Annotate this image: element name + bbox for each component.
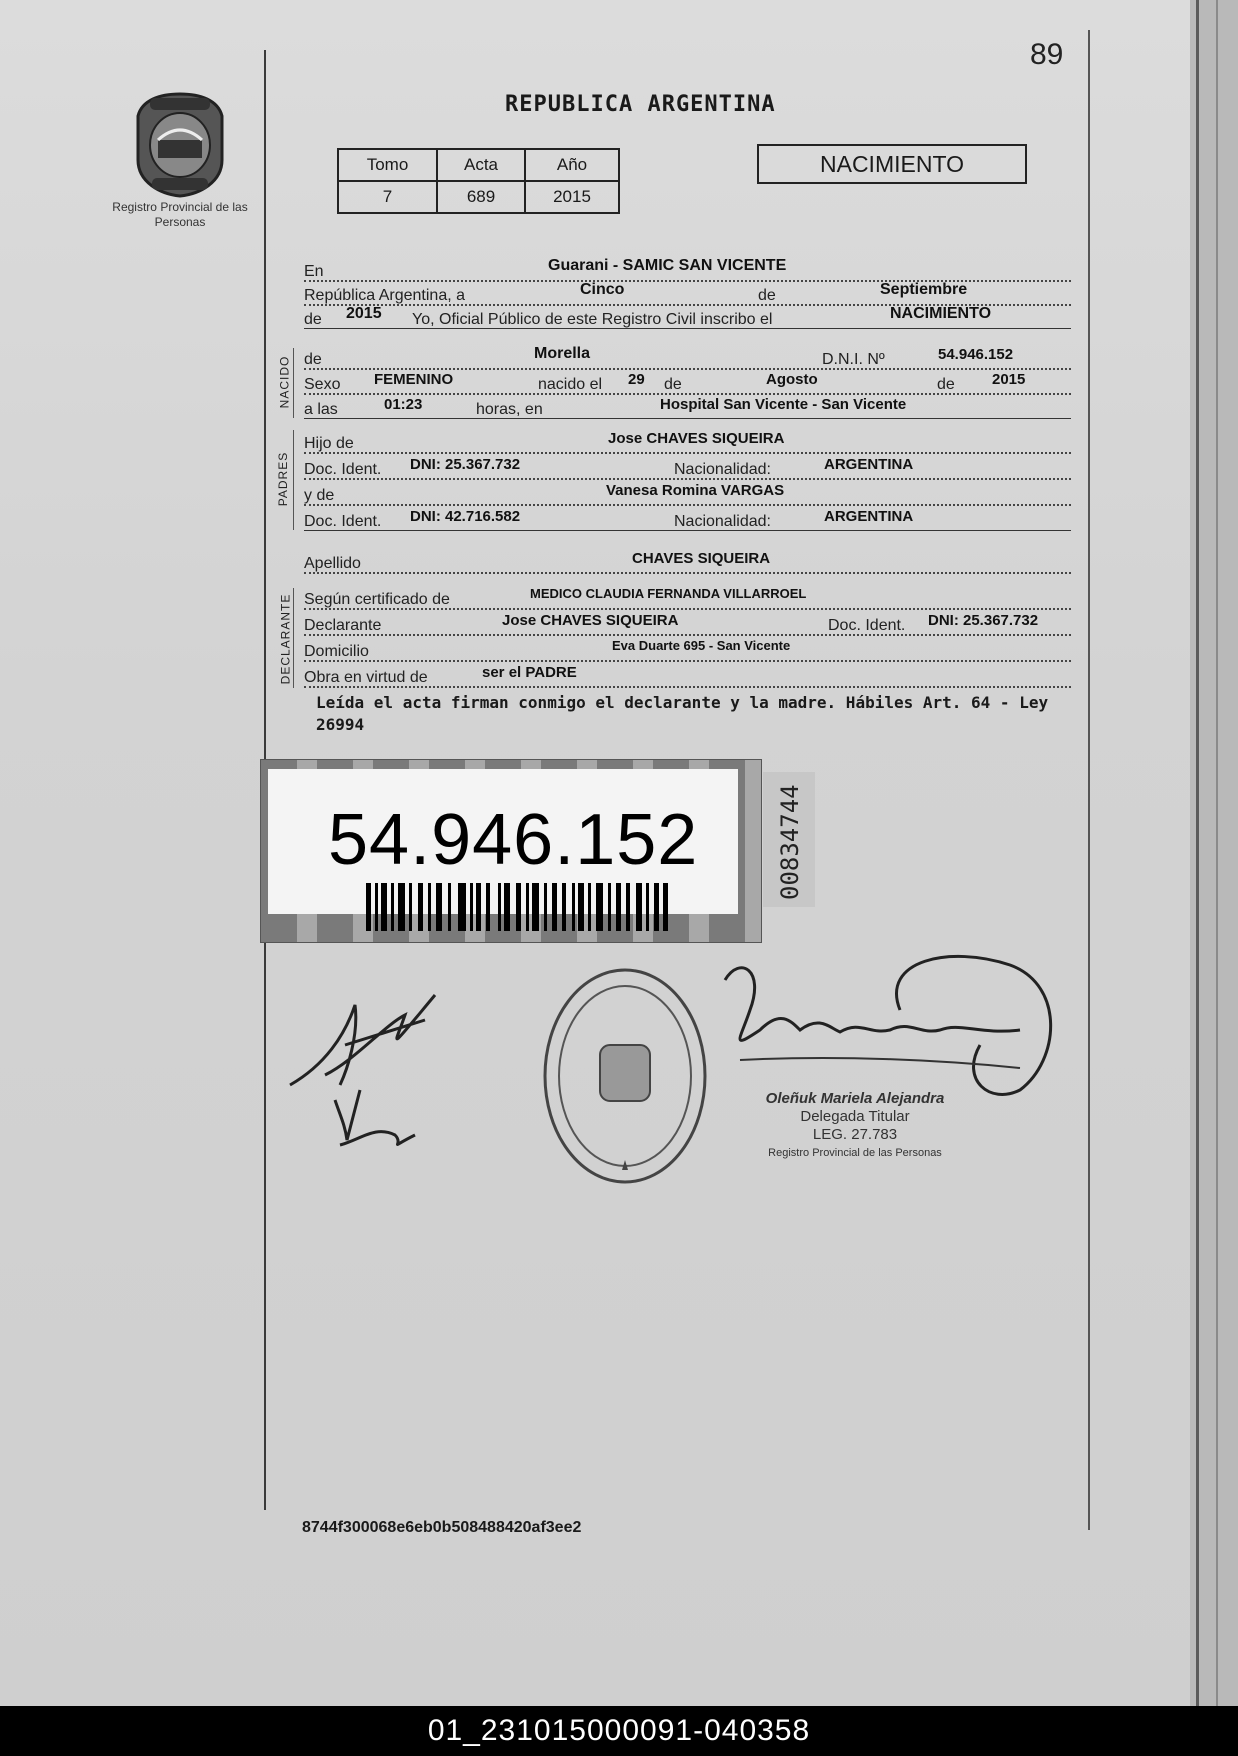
row-lugar — [304, 257, 1071, 282]
table-value-tomo: 7 — [338, 181, 437, 213]
section-line-padres — [293, 430, 294, 530]
table-value-acta: 689 — [437, 181, 525, 213]
value-anio-nac: 2015 — [992, 371, 1026, 388]
row-sexo — [304, 373, 1071, 395]
official-role: Delegada Titular — [800, 1108, 910, 1125]
value-lugar-nac: Hospital San Vicente - San Vicente — [660, 396, 907, 413]
row-inscripcion — [304, 305, 1071, 329]
label-de-nombre: de — [304, 351, 322, 368]
value-padre-nac: ARGENTINA — [824, 456, 914, 473]
section-label-padres: PADRES — [276, 451, 291, 507]
row-madre — [304, 484, 1071, 506]
signature-official-icon — [720, 950, 1065, 1100]
label-hijo-de: Hijo de — [304, 435, 354, 452]
value-anio: 2015 — [346, 305, 382, 322]
value-obra: ser el PADRE — [482, 664, 577, 681]
label-obra: Obra en virtud de — [304, 669, 428, 686]
official-signature-block — [740, 1090, 970, 1162]
registry-stamp-icon — [540, 965, 710, 1187]
row-hora — [304, 398, 1071, 419]
table-header-tomo: Tomo — [338, 149, 437, 181]
section-label-declarante: DECLARANTE — [278, 593, 293, 685]
page-number: 89 — [1030, 38, 1064, 71]
label-de-year2: de — [937, 376, 955, 393]
label-doc-ident: Doc. Ident. — [304, 461, 382, 478]
value-mes: Septiembre — [880, 281, 968, 298]
table-value-anio: 2015 — [525, 181, 619, 213]
official-name: Oleñuk Mariela Alejandra — [765, 1090, 945, 1107]
label-oficial: Yo, Oficial Público de este Registro Civil inscribo el — [412, 311, 773, 328]
value-mes-nac: Agosto — [766, 371, 818, 388]
value-dia-letras: Cinco — [580, 281, 625, 298]
section-label-nacido: NACIDO — [277, 355, 292, 409]
official-registry: Registro Provincial de las Personas — [768, 1147, 942, 1159]
row-nombre — [304, 345, 1071, 370]
barcode-icon — [366, 883, 668, 931]
label-apellido: Apellido — [304, 555, 361, 572]
label-de-year: de — [304, 311, 322, 328]
row-padre — [304, 432, 1071, 454]
value-dni: 54.946.152 — [938, 346, 1014, 363]
label-doc-ident2: Doc. Ident. — [304, 513, 382, 530]
value-sexo: FEMENINO — [374, 371, 454, 388]
footer-code: 01_231015000091-040358 — [0, 1706, 1238, 1756]
value-lugar: Guarani - SAMIC SAN VICENTE — [548, 257, 787, 274]
value-madre: Vanesa Romina VARGAS — [606, 482, 785, 499]
legal-note: Leída el acta firman conmigo el declarante y la madre. Hábiles Art. 64 - Ley 26994 — [316, 693, 1049, 734]
label-y-de: y de — [304, 487, 335, 504]
label-de-mes: de — [758, 287, 776, 304]
label-nacido-el: nacido el — [538, 376, 603, 393]
value-padre-doc: DNI: 25.367.732 — [410, 456, 521, 473]
value-domicilio: Eva Duarte 695 - San Vicente — [612, 638, 791, 653]
sticker-label — [268, 769, 738, 914]
value-apellido: CHAVES SIQUEIRA — [632, 550, 771, 567]
value-madre-nac: ARGENTINA — [824, 508, 914, 525]
value-padre: Jose CHAVES SIQUEIRA — [608, 430, 785, 447]
label-domicilio: Domicilio — [304, 643, 369, 660]
row-fecha — [304, 281, 1071, 306]
label-dni: D.N.I. Nº — [822, 351, 885, 368]
label-doc-ident3: Doc. Ident. — [828, 617, 906, 634]
label-horas-en: horas, en — [476, 401, 543, 418]
hash-code: 8744f300068e6eb0b508488420af3ee2 — [302, 1519, 582, 1536]
label-segun-certificado: Según certificado de — [304, 591, 450, 608]
signature-declarante-icon — [285, 975, 455, 1155]
official-leg: LEG. 27.783 — [812, 1126, 898, 1143]
row-certificado — [304, 588, 1071, 610]
label-nacionalidad: Nacionalidad: — [674, 461, 771, 478]
row-madre-doc — [304, 510, 1071, 531]
row-padre-doc — [304, 458, 1071, 480]
value-nombre: Morella — [534, 345, 591, 362]
row-apellido — [304, 552, 1071, 574]
table-header-acta: Acta — [437, 149, 525, 181]
value-declarante-doc: DNI: 25.367.732 — [928, 612, 1039, 629]
value-madre-doc: DNI: 42.716.582 — [410, 508, 521, 525]
label-declarante: Declarante — [304, 617, 382, 634]
value-dia-nac: 29 — [628, 371, 645, 388]
value-certificado: MEDICO CLAUDIA FERNANDA VILLARROEL — [530, 586, 807, 601]
label-nacionalidad2: Nacionalidad: — [674, 513, 771, 530]
label-de-mes2: de — [664, 376, 682, 393]
label-a-las: a las — [304, 401, 338, 418]
sticker-serial: 00834744 — [776, 784, 804, 900]
value-tipo: NACIMIENTO — [890, 305, 992, 322]
document-title: REPUBLICA ARGENTINA — [505, 92, 776, 117]
label-sexo: Sexo — [304, 376, 341, 393]
record-table — [337, 148, 620, 214]
row-declarante — [304, 614, 1071, 636]
provincial-seal-icon — [130, 90, 230, 200]
row-domicilio — [304, 640, 1071, 662]
registry-label: Registro Provincial de las Personas — [112, 200, 248, 229]
right-margin-line — [1088, 30, 1090, 1530]
table-header-anio: Año — [525, 149, 619, 181]
value-hora: 01:23 — [384, 396, 423, 413]
dni-sticker — [260, 745, 760, 950]
label-republica: República Argentina, a — [304, 287, 465, 304]
sticker-number: 54.946.152 — [328, 800, 699, 880]
value-declarante: Jose CHAVES SIQUEIRA — [502, 612, 679, 629]
document-type-box: NACIMIENTO — [757, 144, 1027, 184]
page-edge — [1190, 0, 1238, 1706]
section-line-nacido — [293, 348, 294, 418]
label-en: En — [304, 263, 324, 280]
section-line-declarante — [293, 588, 294, 688]
row-obra — [304, 666, 1071, 688]
